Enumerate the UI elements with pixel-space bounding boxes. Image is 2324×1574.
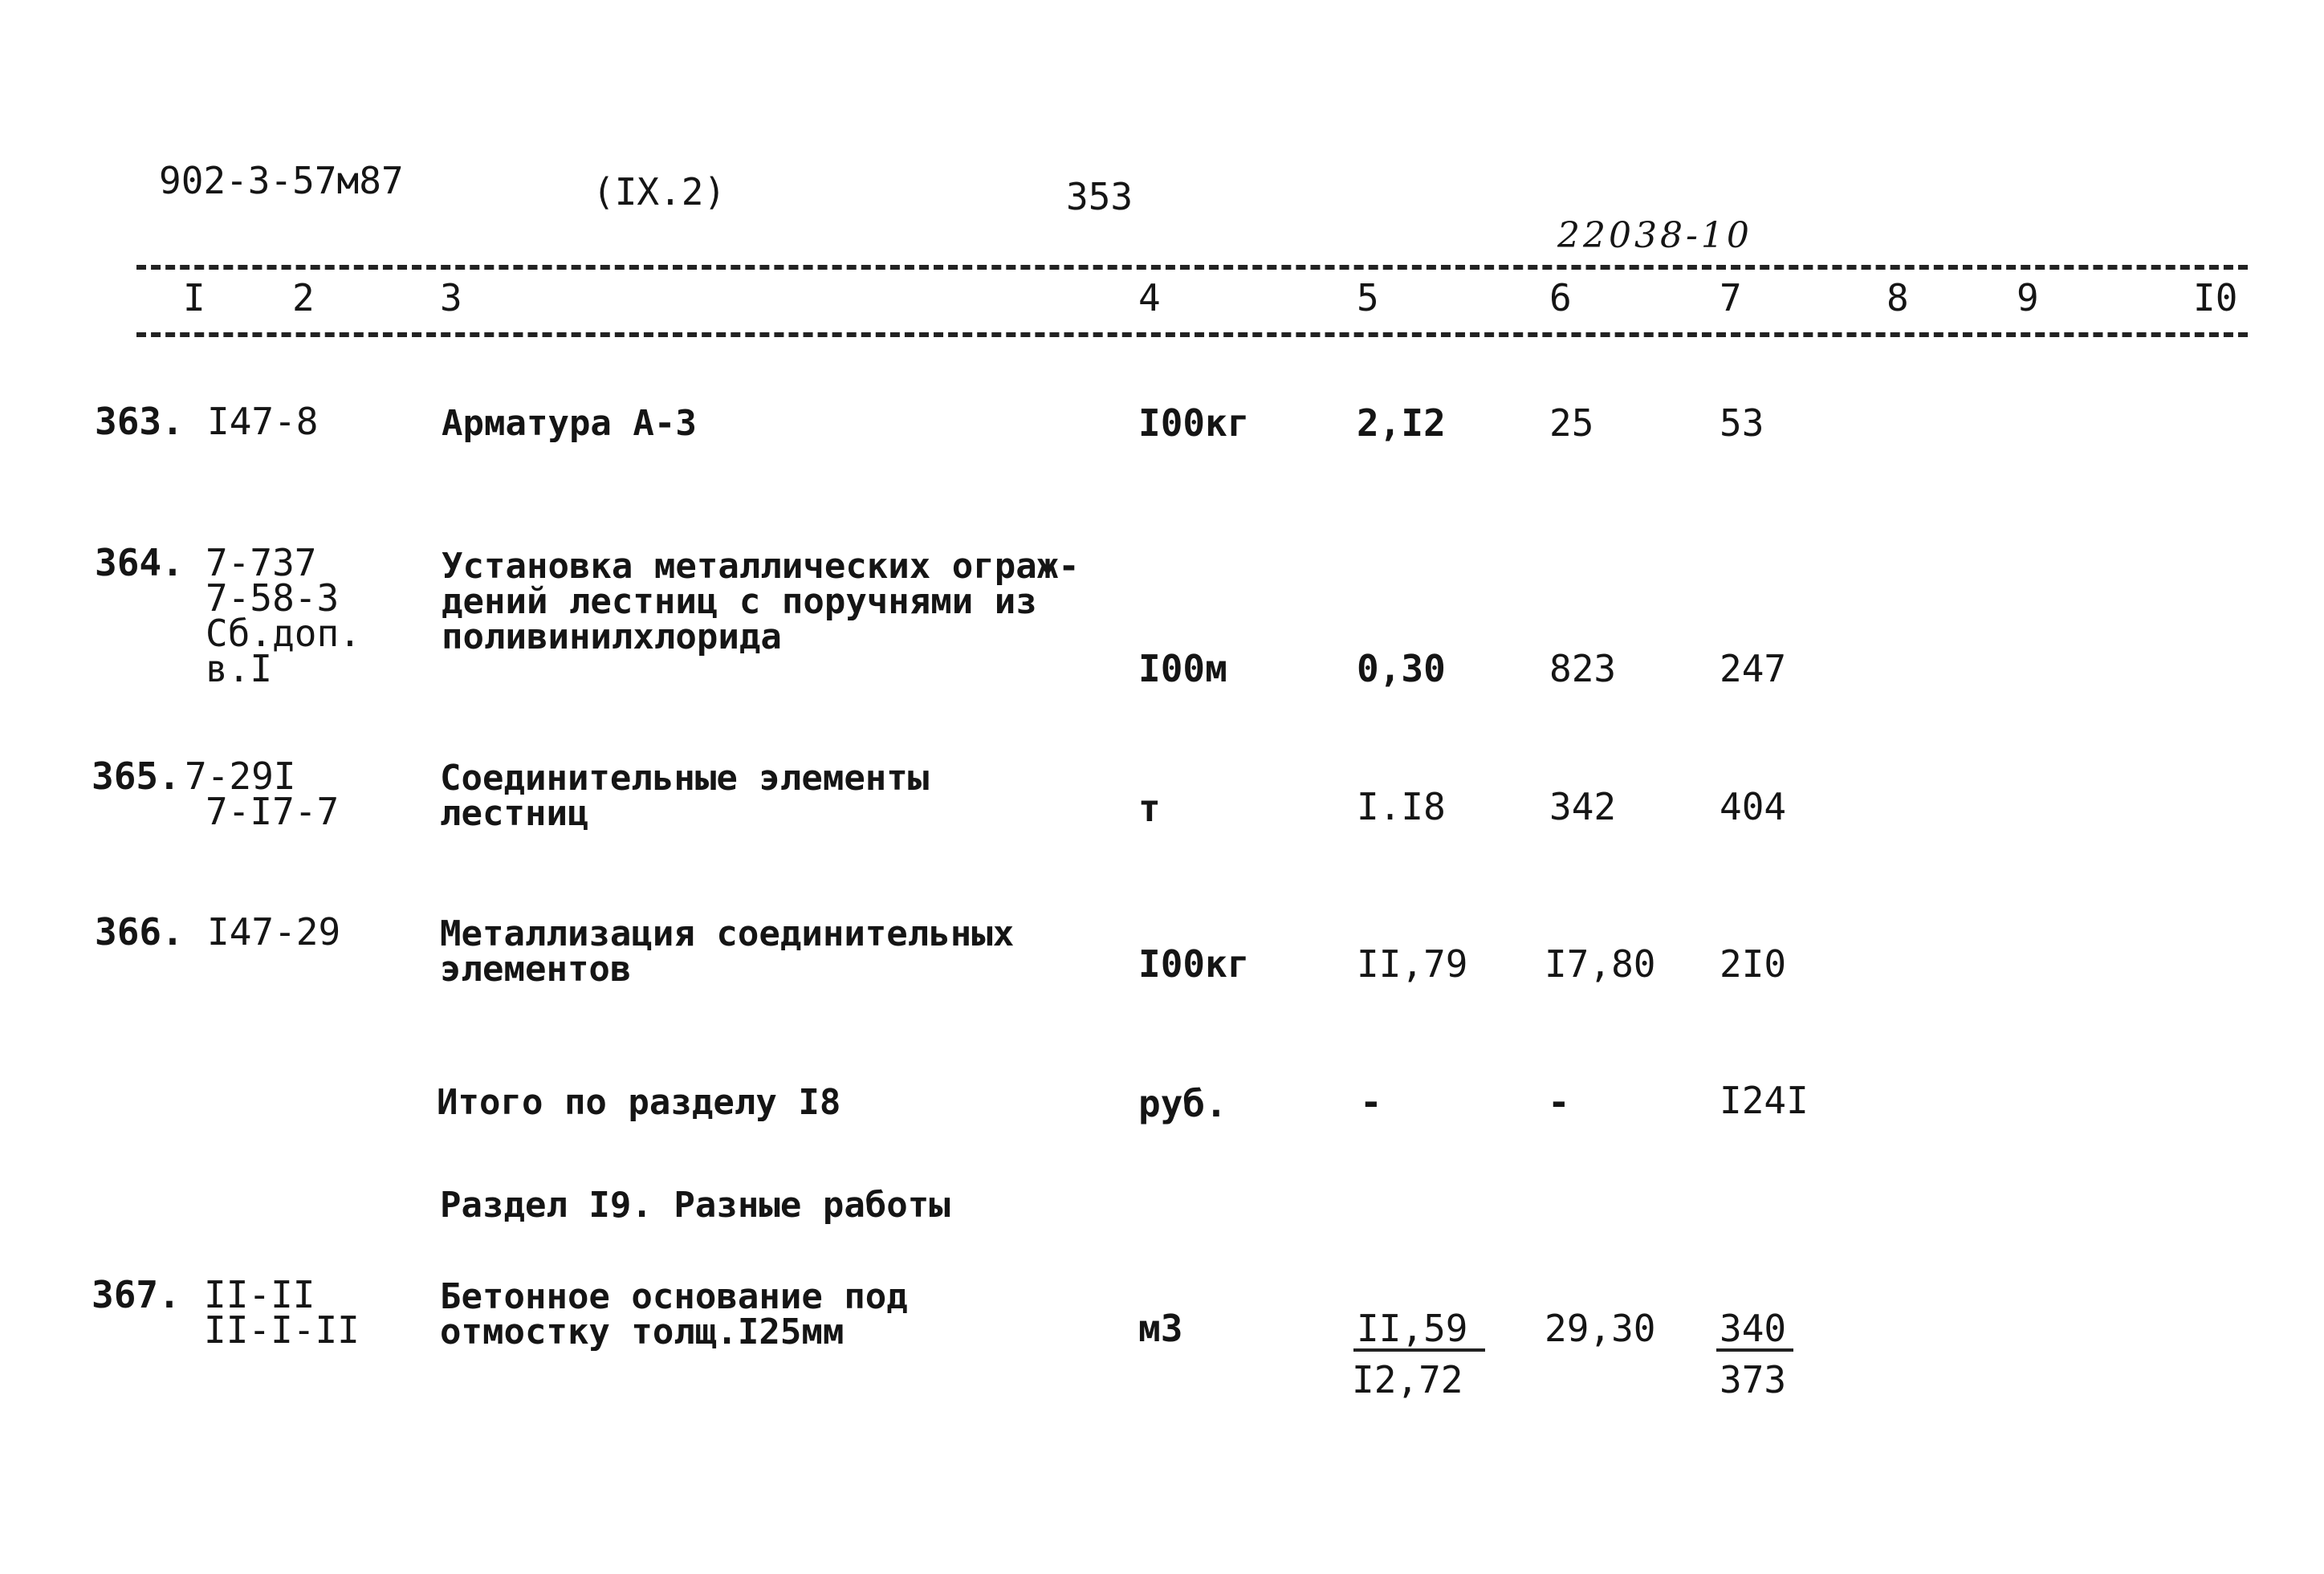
column-header: 3 [440, 276, 462, 319]
column-header: 2 [292, 276, 315, 319]
fraction-bar [1353, 1348, 1485, 1352]
total-cost: 2I0 [1720, 942, 1787, 986]
total-denominator: 373 [1720, 1358, 1787, 1401]
row-number: 367. [92, 1273, 181, 1316]
header-bottom-rule [136, 332, 2248, 337]
work-description: лестниц [440, 793, 589, 834]
work-description: поливинилхлорида [442, 616, 782, 657]
work-description: Бетонное основание под [440, 1276, 908, 1317]
work-description: элементов [440, 949, 632, 990]
work-description: дений лестниц с поручнями из [442, 581, 1037, 622]
quantity-numerator: II,59 [1357, 1307, 1468, 1350]
quantity: 2,I2 [1357, 401, 1446, 445]
quantity: II,79 [1357, 942, 1468, 986]
work-description: отмостку толщ.I25мм [440, 1312, 845, 1352]
quantity: I.I8 [1357, 785, 1446, 828]
work-description: Арматура А-3 [442, 403, 697, 444]
section-heading: Раздел I9. Разные работы [440, 1185, 950, 1226]
rate-code: I47-29 [207, 910, 341, 954]
column-header: I [183, 276, 206, 319]
total-cost: 404 [1720, 785, 1787, 828]
rate-code: II-I-II [204, 1308, 360, 1352]
unit-price: 25 [1549, 401, 1594, 445]
row-number: 364. [95, 541, 184, 584]
subtotal-price: - [1548, 1080, 1570, 1124]
unit: м3 [1138, 1307, 1183, 1350]
total-numerator: 340 [1720, 1307, 1787, 1350]
unit: I00кг [1138, 401, 1250, 445]
unit-price: 342 [1549, 785, 1617, 828]
column-header: 8 [1886, 276, 1909, 319]
work-description: Соединительные элементы [440, 758, 930, 799]
work-description: Установка металлических ограж- [442, 546, 1080, 587]
rate-code: I47-8 [207, 400, 319, 443]
subtotal-unit: руб. [1138, 1082, 1227, 1125]
row-number: 366. [95, 910, 184, 954]
section-reference: (IX.2) [592, 170, 727, 214]
subtotal-label: Итого по разделу I8 [437, 1082, 841, 1123]
row-number: 365. [92, 754, 181, 798]
subtotal-quantity: - [1360, 1080, 1382, 1124]
column-header: 5 [1357, 276, 1379, 319]
row-number: 363. [95, 400, 184, 443]
fraction-bar [1716, 1348, 1793, 1352]
stamp-number: 22038-10 [1557, 215, 1752, 256]
column-header: 6 [1549, 276, 1572, 319]
rate-code: 7-29I [185, 754, 296, 798]
rate-code: в.I [206, 647, 273, 690]
unit: т [1138, 787, 1161, 830]
rate-code: 7-737 [206, 541, 317, 584]
rate-code: 7-58-3 [206, 576, 340, 620]
column-header: 4 [1138, 276, 1161, 319]
header-top-rule [136, 265, 2248, 270]
rate-code: Сб.доп. [206, 612, 361, 655]
unit: I00м [1138, 647, 1227, 690]
unit-price: I7,80 [1545, 942, 1656, 986]
rate-code: 7-I7-7 [206, 790, 340, 833]
unit-price: 29,30 [1545, 1307, 1656, 1350]
page-number: 353 [1066, 175, 1134, 218]
quantity: 0,30 [1357, 647, 1446, 690]
unit: I00кг [1138, 942, 1250, 986]
column-header: I0 [2193, 276, 2238, 319]
column-header: 9 [2017, 276, 2039, 319]
column-header: 7 [1720, 276, 1742, 319]
quantity-denominator: I2,72 [1352, 1358, 1463, 1401]
rate-code: II-II [204, 1273, 315, 1316]
subtotal-total: I24I [1720, 1079, 1809, 1122]
document-code: 902-3-57м87 [159, 159, 404, 202]
unit-price: 823 [1549, 647, 1617, 690]
total-cost: 247 [1720, 647, 1787, 690]
work-description: Металлизация соединительных [440, 913, 1015, 954]
total-cost: 53 [1720, 401, 1764, 445]
